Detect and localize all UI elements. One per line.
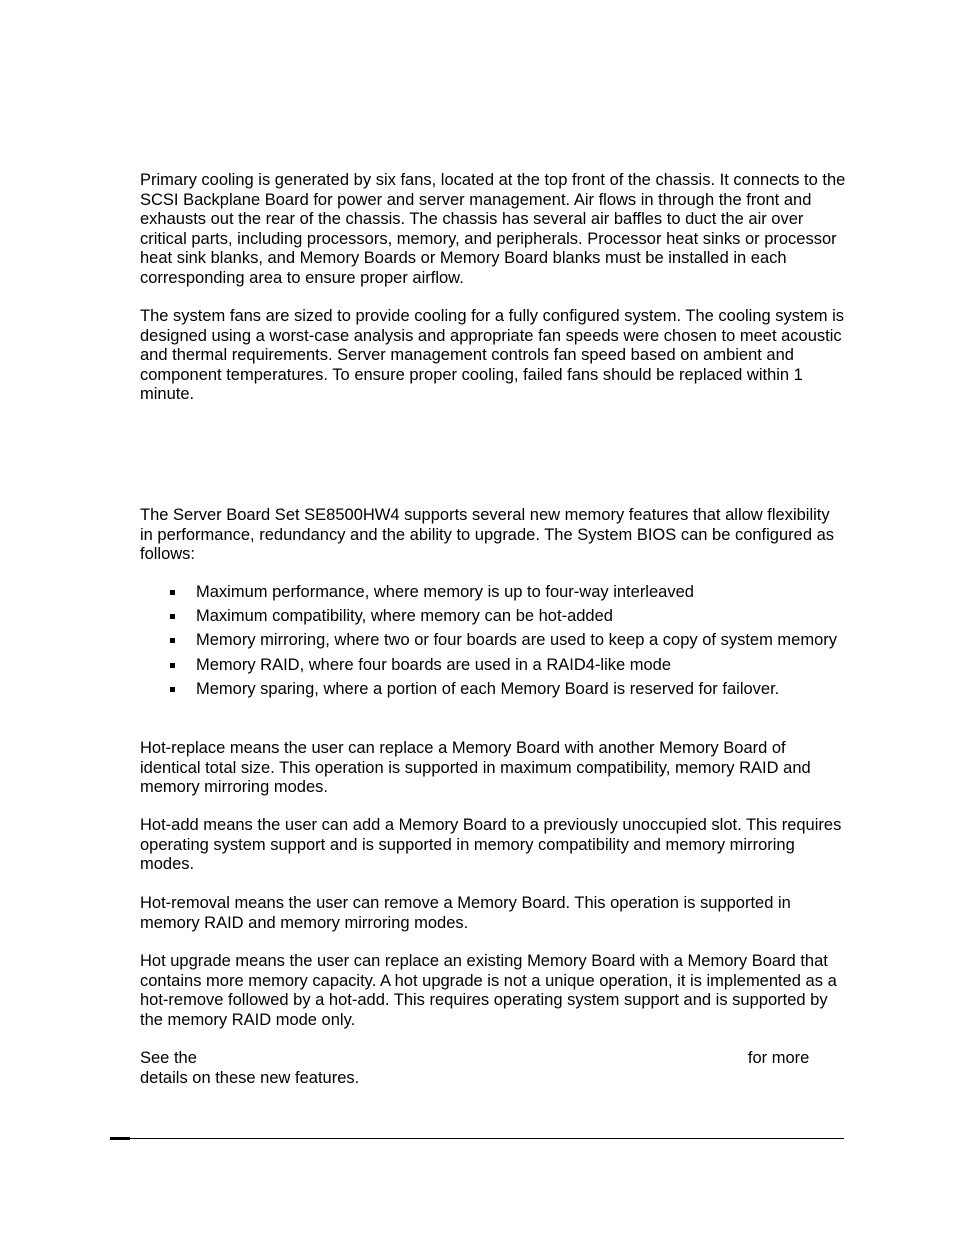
footer-rule-tab [110,1137,130,1140]
square-bullet-icon [170,687,175,692]
hot-replace-paragraph: Hot-replace means the user can replace a Memory Board with another Memory Board of identical total size. This operation is supported in maximum compatibility, memory RAID and memory mirroring modes. [140,739,811,797]
see-also-prefix: See the [140,1049,197,1067]
see-also-line-2: details on these new features. [140,1068,360,1087]
cooling-paragraph-2: The system fans are sized to provide cooling for a fully configured system. The cooling system is designed using a worst-case analysis and appropriate fan speeds were chosen to meet acoustic and thermal requirements. Server management controls fan speed based on ambient and component temperatures. To ensure proper cooling, failed fans should be replaced within 1 minute. [140,307,845,404]
square-bullet-icon [170,663,175,668]
square-bullet-icon [170,614,175,619]
list-item [140,583,846,603]
see-also-suffix: for more [747,1049,810,1067]
list-item [140,607,846,627]
hot-add-paragraph: Hot-add means the user can add a Memory Board to a previously unoccupied slot. This requires operating system support and is supported in memory compatibility and memory mirroring modes. [140,816,842,874]
list-item-text: Memory RAID, where four boards are used in a RAID4-like mode [196,655,672,674]
list-item [140,680,846,700]
list-item-text: Maximum performance, where memory is up to four-way interleaved [196,583,694,601]
memory-modes-list [140,583,846,704]
list-item [140,631,846,651]
list-item-text: Maximum compatibility, where memory can be hot-added [196,607,613,626]
memory-intro-paragraph: The Server Board Set SE8500HW4 supports several new memory features that allow flexibility in performance, redundancy and the ability to upgrade. The System BIOS can be configured as follows: [140,506,835,564]
hot-upgrade-paragraph: Hot upgrade means the user can replace an existing Memory Board with a Memory Board that contains more memory capacity. A hot upgrade is not a unique operation, it is implemented as a hot-remove followed by a hot-add. This requires operating system support and is supported by the memory RAID mode only. [140,952,837,1029]
footer-rule [110,1138,844,1139]
list-item-text: Memory mirroring, where two or four boards are used to keep a copy of system memory [196,631,837,650]
cooling-paragraph-1: Primary cooling is generated by six fans, located at the top front of the chassis. It connects to the SCSI Backplane Board for power and server management. Air flows in through the front and exhausts out the rear of the chassis. The chassis has several air baffles to duct the air over critical parts, including processors, memory, and peripherals. Processor heat sinks or processor heat sink blanks, and Memory Boards or Memory Board blanks must be installed in each corresponding area to ensure proper airflow. [140,171,846,287]
square-bullet-icon [170,638,175,643]
square-bullet-icon [170,590,175,595]
list-item-text: Memory sparing, where a portion of each Memory Board is reserved for failover. [196,679,780,698]
hot-removal-paragraph: Hot-removal means the user can remove a Memory Board. This operation is supported in memory RAID and memory mirroring modes. [140,894,791,932]
see-also-paragraph [140,1049,846,1088]
list-item [140,656,846,676]
